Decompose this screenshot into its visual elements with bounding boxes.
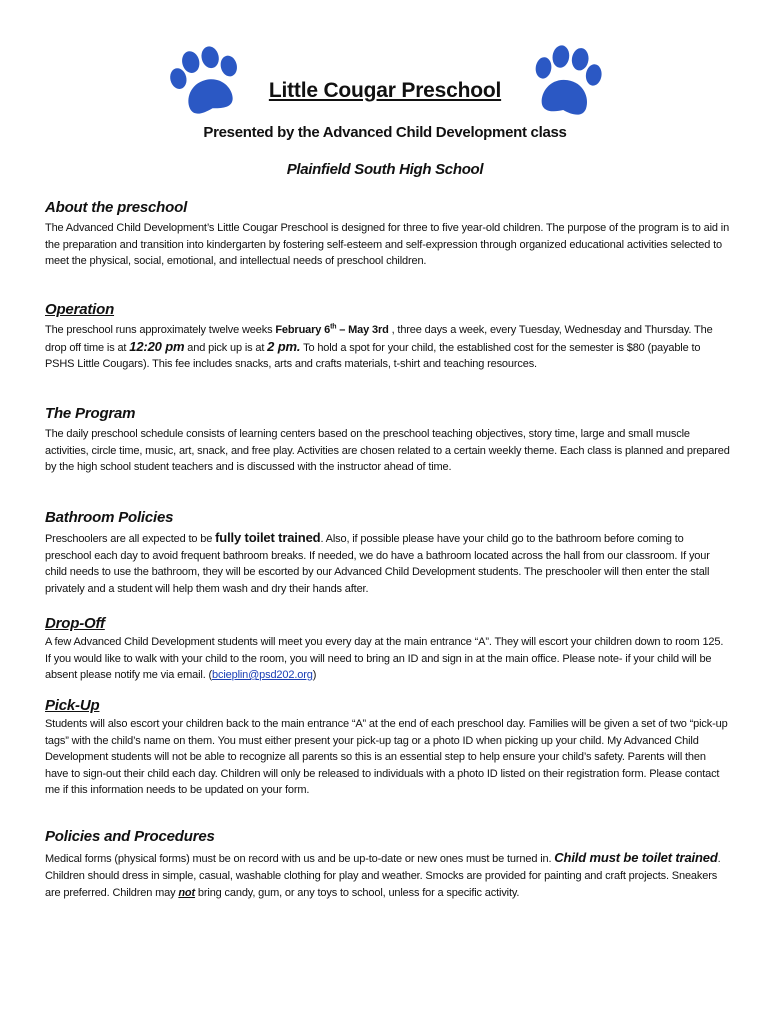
bathroom-text (45, 530, 730, 597)
section-operation (45, 301, 730, 373)
section-program (45, 405, 730, 476)
section-bathroom (45, 509, 730, 597)
dropoff-text (45, 634, 730, 684)
section-dropoff (45, 615, 730, 684)
section-about (45, 199, 730, 270)
bathroom-emphasis: fully toilet trained (215, 530, 321, 545)
pickup-text: Students will also escort your children back to the main entrance “A” at the end of each preschool day. Families will be given a set of two “pick-up tags” with the child’s name on them. You must either present your pick-up tag or a photo ID when picking up your child. My Advanced Child Development students will not be able to recognize all parents so this is an essential step to help ensure your child’s safety. Parents will then have to sign-out their child each day. Children will only be released to individuals with a photo ID listed on their registration form. Please contact me if this information needs to be updated on your form. (45, 718, 728, 796)
operation-text-2: , three days a week, every Tuesday, Wednesday and Thursday. The drop off time is at (45, 324, 713, 354)
operation-text-4: To hold a spot for your child, the established cost for the semester is $80 (payable to PSHS Little Cougars). This fee includes snacks, arts and crafts materials, t-shirt and teaching resources. (45, 341, 701, 370)
bathroom-text-2: . Also, if possible please have your child go to the bathroom before coming to preschool each day to avoid frequent bathroom breaks. If needed, we do have a bathroom located across the hall from our classroom. If your child needs to use the bathroom, they will be escorted by our Advanced Child Development students. The preschooler will then enter the stall privately and a student will help them wash and dry their hands after. (45, 533, 710, 595)
dropoff-text-1: A few Advanced Child Development students will meet you every day at the main entrance “A”. They will escort your children down to room 125. If you would like to walk with your child to the room, you will need to bring an ID and sign in at the main office. Please note- if your child will be absent please notify me via email. ( (45, 636, 724, 681)
operation-text-1: The preschool runs approximately twelve weeks (45, 324, 276, 336)
bathroom-heading: Bathroom Policies (45, 509, 174, 526)
school-name: Plainfield South High School (286, 161, 484, 178)
policies-not: not (178, 887, 196, 899)
page-title: Little Cougar Preschool (268, 79, 502, 102)
dates-start-suffix: th (330, 323, 337, 331)
operation-heading: Operation (45, 301, 115, 318)
dates-start: February 6 (275, 324, 331, 336)
email-link[interactable]: bcieplin@psd202.org (212, 669, 313, 681)
dropoff-time: 12:20 pm (129, 338, 185, 354)
dates-end: – May 3rd (336, 324, 389, 336)
program-text: The daily preschool schedule consists of learning centers based on the preschool teaching objectives, story time, large and small muscle activities, circle time, music, art, snack, and free play. Activities are chosen related to a certain weekly theme. Each class is planned and prepared by the high school student teachers and is discussed with the instructor ahead of time. (45, 428, 730, 473)
policies-text (45, 849, 730, 902)
about-heading: About the preschool (45, 199, 188, 216)
operation-text-3: and pick up is at (184, 341, 268, 354)
about-text: The Advanced Child Development’s Little Cougar Preschool is designed for three to five year-old children. The purpose of the program is to aid in the preparation and transition into kindergarten by fostering self-esteem and self-expression through organized educational activities selected to meet the physical, social, emotional, and intellectual needs of preschool children. (45, 222, 730, 267)
policies-text-3: bring candy, gum, or any toys to school, unless for a specific activity. (195, 887, 520, 899)
policies-emphasis: Child must be toilet trained (554, 850, 718, 865)
dropoff-heading: Drop-Off (45, 615, 105, 632)
pickup-time: 2 pm. (267, 338, 301, 354)
page-subtitle: Presented by the Advanced Child Development class (203, 124, 567, 141)
policies-text-2: . Children should dress in simple, casual, washable clothing for play and weather. Smocks are provided for painting and craft projects. Sneakers are preferred. Children may (45, 853, 721, 899)
section-pickup (45, 697, 730, 799)
pickup-heading: Pick-Up (45, 697, 100, 714)
section-policies (45, 828, 730, 902)
bathroom-text-1: Preschoolers are all expected to be (45, 533, 216, 545)
policies-text-1: Medical forms (physical forms) must be on record with us and be up-to-date or new ones must be turned in. (45, 853, 555, 865)
policies-heading: Policies and Procedures (45, 828, 215, 845)
dropoff-text-2: ) (312, 669, 317, 681)
program-heading: The Program (45, 405, 136, 422)
operation-dates (275, 324, 388, 336)
operation-text (45, 322, 730, 373)
